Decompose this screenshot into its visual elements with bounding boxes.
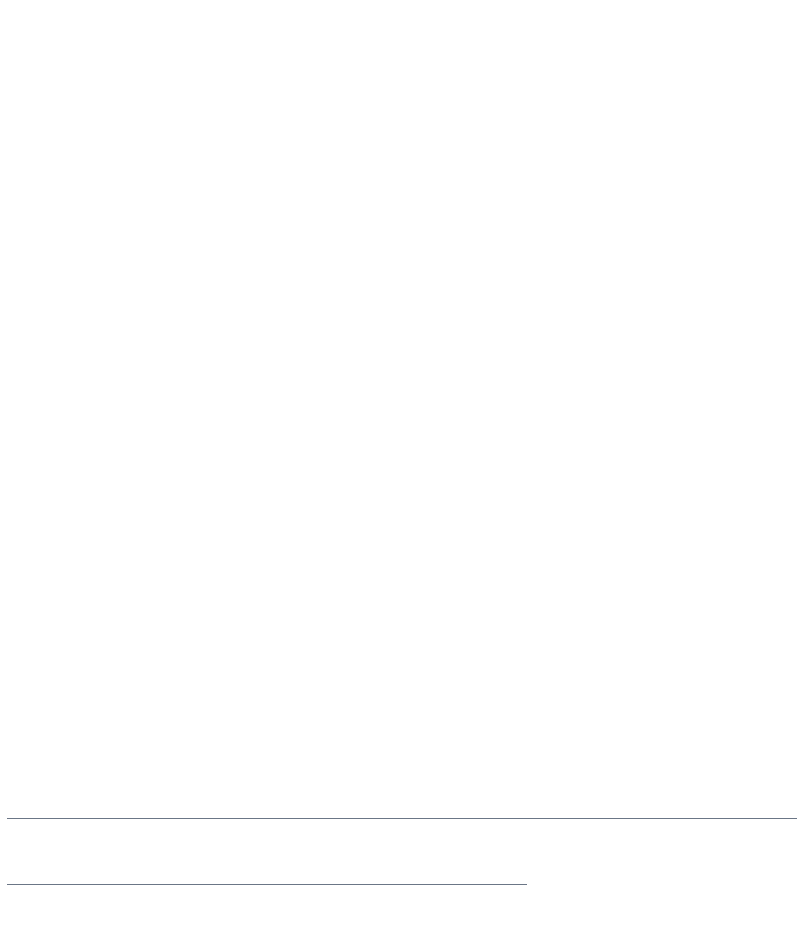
header-jobs	[147, 0, 207, 134]
header-labor-pool	[461, 0, 521, 134]
header-energy-cost	[547, 0, 607, 134]
table-header	[7, 0, 797, 146]
table-bottom-rule	[7, 818, 797, 819]
header-facilities	[217, 0, 277, 134]
header-market-size	[309, 0, 369, 134]
legend-divider	[7, 884, 527, 885]
header-pipeline	[375, 0, 435, 134]
